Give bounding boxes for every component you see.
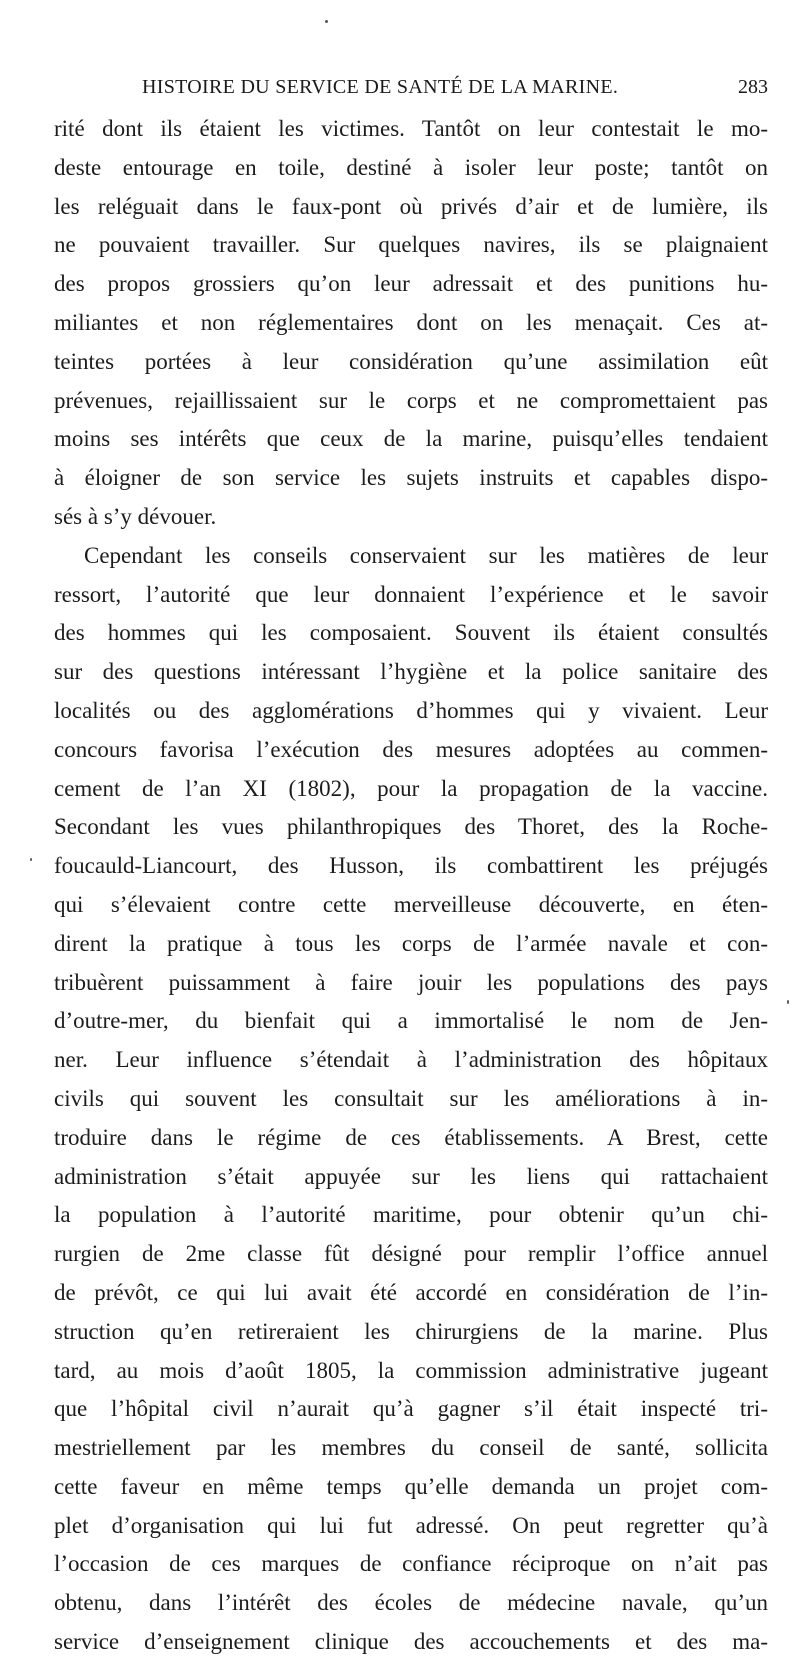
- text-line: sés à s’y dévouer.: [54, 503, 217, 529]
- text-line: rité dont ils étaient les victimes. Tantôt on leur contestait le mo-: [54, 116, 768, 141]
- text-line: d’outre-mer, du bienfait qui a immortalisé le nom de Jen-: [54, 1008, 768, 1034]
- text-line: ressort, l’autorité que leur donnaient l’expérience et le savoir: [54, 581, 768, 607]
- text-line: moins ses intérêts que ceux de la marine, puisqu’elles tendaient: [54, 426, 768, 452]
- text-line: concours favorisa l’exécution des mesures adoptées au commen-: [54, 736, 768, 762]
- text-line: ne pouvaient travailler. Sur quelques navires, ils se plaignaient: [54, 232, 768, 258]
- text-line: des hommes qui les composaient. Souvent ils étaient consultés: [54, 620, 768, 646]
- text-line: miliantes et non réglementaires dont on les menaçait. Ces at-: [54, 309, 768, 335]
- running-header: [142, 76, 768, 110]
- text-line: sur des questions intéressant l’hygiène et la police sanitaire des: [54, 659, 768, 685]
- text-line: de prévôt, ce qui lui avait été accordé en considération de l’in-: [54, 1279, 768, 1305]
- text-line: obtenu, dans l’intérêt des écoles de médecine navale, qu’un: [54, 1590, 768, 1616]
- text-line: teintes portées à leur considération qu’une assimilation eût: [54, 348, 768, 374]
- text-line: les reléguait dans le faux-pont où privés d’air et de lumière, ils: [54, 193, 768, 219]
- text-line: foucauld-Liancourt, des Husson, ils combattirent les préjugés: [54, 853, 768, 879]
- text-line: à éloigner de son service les sujets instruits et capables dispo-: [54, 465, 768, 491]
- page-number: 283: [738, 76, 768, 98]
- text-line: mestriellement par les membres du conseil de santé, sollicita: [54, 1435, 768, 1461]
- text-line: prévenues, rejaillissaient sur le corps et ne compromettaient pas: [54, 387, 768, 413]
- text-line: cement de l’an XI (1802), pour la propagation de la vaccine.: [54, 775, 768, 801]
- text-line: dirent la pratique à tous les corps de l’armée navale et con-: [54, 930, 768, 956]
- scan-speck: [325, 20, 328, 23]
- text-line: la population à l’autorité maritime, pour obtenir qu’un chi-: [54, 1202, 768, 1228]
- text-line: des propos grossiers qu’on leur adressait et des punitions hu-: [54, 271, 768, 297]
- text-line: deste entourage en toile, destiné à isoler leur poste; tantôt on: [54, 154, 768, 180]
- paragraph-1: [54, 110, 768, 537]
- text-line: ner. Leur influence s’étendait à l’administration des hôpitaux: [54, 1047, 768, 1073]
- text-line: cette faveur en même temps qu’elle demanda un projet com-: [54, 1473, 768, 1499]
- paragraph-2: [54, 537, 768, 1662]
- text-line: localités ou des agglomérations d’hommes qui y vivaient. Leur: [54, 697, 768, 723]
- text-line: rurgien de 2me classe fût désigné pour remplir l’office annuel: [54, 1241, 768, 1267]
- text-line: qui s’élevaient contre cette merveilleuse découverte, en éten-: [54, 891, 768, 917]
- text-line: Secondant les vues philanthropiques des Thoret, des la Roche-: [54, 814, 768, 840]
- text-line: Cependant les conseils conservaient sur les matières de leur: [84, 542, 768, 568]
- text-line: civils qui souvent les consultait sur les améliorations à in-: [54, 1085, 768, 1111]
- text-line: l’occasion de ces marques de confiance réciproque on n’ait pas: [54, 1551, 768, 1577]
- text-line: tard, au mois d’août 1805, la commission administrative jugeant: [54, 1357, 768, 1383]
- text-line: troduire dans le régime de ces établissements. A Brest, cette: [54, 1124, 768, 1150]
- header-title: HISTOIRE DU SERVICE DE SANTÉ DE LA MARINE.: [142, 76, 619, 98]
- text-line: tribuèrent puissamment à faire jouir les populations des pays: [54, 969, 768, 995]
- text-line: administration s’était appuyée sur les liens qui rattachaient: [54, 1163, 768, 1189]
- text-line: struction qu’en retireraient les chirurgiens de la marine. Plus: [54, 1318, 768, 1344]
- body-text: [54, 110, 768, 1662]
- text-line: que l’hôpital civil n’aurait qu’à gagner s’il était inspecté tri-: [54, 1396, 768, 1422]
- scan-speck: [30, 858, 32, 861]
- scan-speck: [787, 1000, 789, 1004]
- text-line: plet d’organisation qui lui fut adressé. On peut regretter qu’à: [54, 1512, 768, 1538]
- text-line: service d’enseignement clinique des accouchements et des ma-: [54, 1629, 768, 1655]
